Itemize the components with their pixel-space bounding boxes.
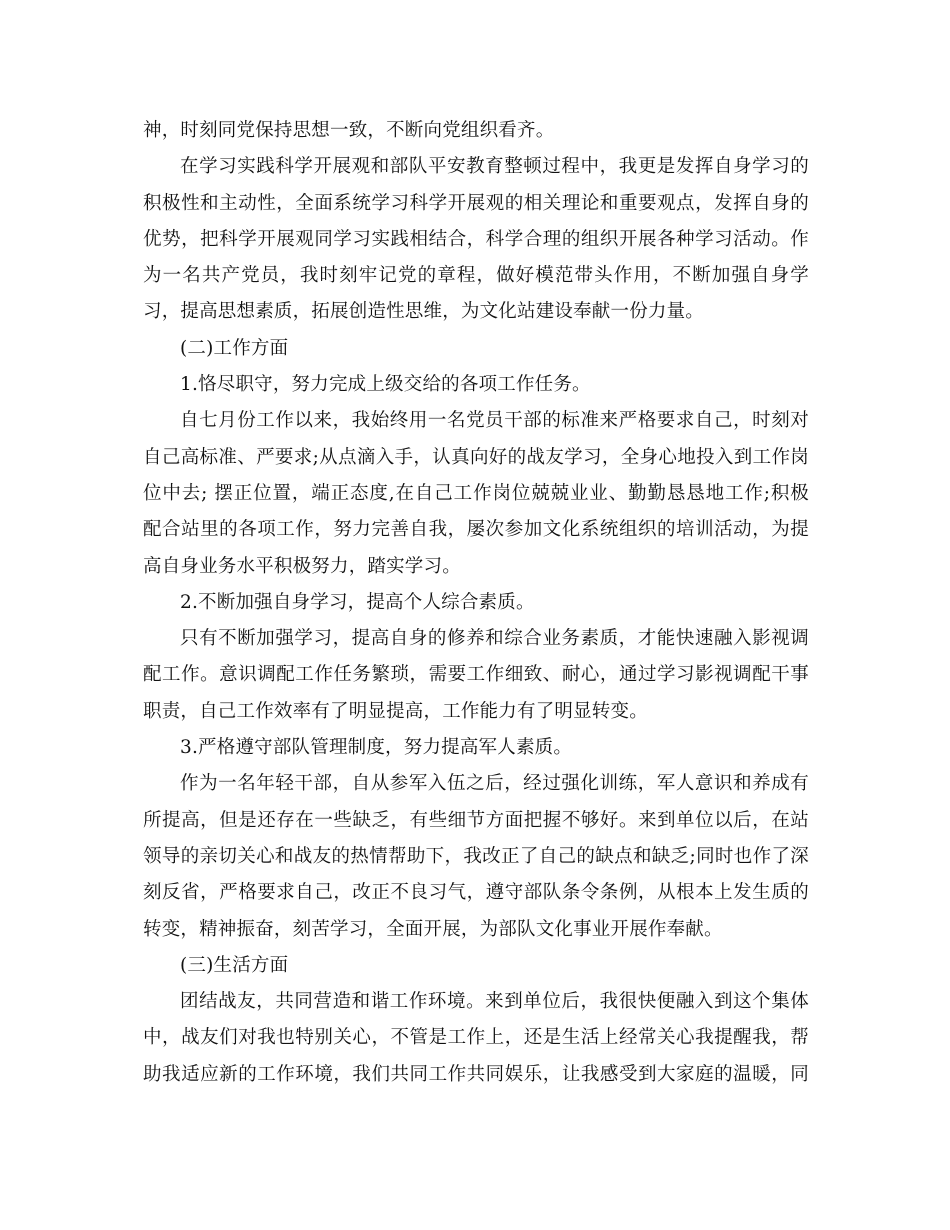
paragraph-first-line: 2.不断加强自身学习，提高个人综合素质。: [180, 591, 535, 613]
paragraph-first-line: (二)工作方面: [180, 337, 289, 359]
paragraph-first-line: 1.恪尽职守，努力完成上级交给的各项工作任务。: [180, 374, 591, 396]
paragraph-line: 转变，精神振奋，刻苦学习，全面开展，为部队文化事业开展作奉献。: [143, 918, 723, 940]
paragraph-line: 所提高，但是还存在一些缺乏，有些细节方面把握不够好。来到单位以后，在站: [143, 809, 809, 831]
paragraph-first-line: 只有不断加强学习，提高自身的修养和综合业务素质，才能快速融入影视调: [180, 628, 809, 650]
paragraph-line: 助我适应新的工作环境，我们共同工作共同娱乐，让我感受到大家庭的温暖，同: [143, 1063, 809, 1085]
paragraph-line: 为一名共产党员，我时刻牢记党的章程，做好模范带头作用，不断加强自身学: [143, 265, 809, 287]
paragraph-line: 优势，把科学开展观同学习实践相结合，科学合理的组织开展各种学习活动。作: [143, 228, 809, 250]
paragraph-line: 配工作。意识调配工作任务繁琐，需要工作细致、耐心，通过学习影视调配干事: [143, 664, 809, 686]
paragraph-line: 中，战友们对我也特别关心，不管是工作上，还是生活上经常关心我提醒我，帮: [143, 1027, 809, 1049]
paragraph-line: 职责，自己工作效率有了明显提高，工作能力有了明显转变。: [143, 700, 648, 722]
paragraph-first-line: 3.严格遵守部队管理制度，努力提高军人素质。: [180, 737, 573, 759]
paragraph-line: 神，时刻同党保持思想一致，不断向党组织看齐。: [143, 120, 555, 141]
paragraph-line: 习，提高思想素质，拓展创造性思维，为文化站建设奉献一份力量。: [143, 301, 705, 323]
paragraph-first-line: 自七月份工作以来，我始终用一名党员干部的标准来严格要求自己，时刻对: [180, 410, 809, 432]
paragraph-line: 自己高标准、严要求;从点滴入手，认真向好的战友学习，全身心地投入到工作岗: [143, 446, 809, 468]
paragraph-first-line: 团结战友，共同营造和谐工作环境。来到单位后，我很快便融入到这个集体: [180, 991, 809, 1013]
document-body: [143, 113, 809, 1093]
paragraph-line: 积极性和主动性，全面系统学习科学开展观的相关理论和重要观点，发挥自身的: [143, 192, 809, 214]
paragraph-first-line: (三)生活方面: [180, 954, 289, 976]
paragraph-first-line: 在学习实践科学开展观和部队平安教育整顿过程中，我更是发挥自身学习的: [180, 156, 809, 178]
paragraph-line: 领导的亲切关心和战友的热情帮助下，我改正了自己的缺点和缺乏;同时也作了深: [143, 845, 809, 867]
paragraph-first-line: 作为一名年轻干部，自从参军入伍之后，经过强化训练，军人意识和养成有: [180, 773, 809, 795]
paragraph-line: 位中去; 摆正位置，端正态度,在自己工作岗位兢兢业业、勤勤恳恳地工作;积极: [143, 482, 809, 504]
paragraph-line: 刻反省，严格要求自己，改正不良习气，遵守部队条令条例，从根本上发生质的: [143, 882, 809, 904]
paragraph-line: 配合站里的各项工作，努力完善自我，屡次参加文化系统组织的培训活动，为提: [143, 519, 809, 541]
paragraph-line: 高自身业务水平积极努力，踏实学习。: [143, 555, 461, 577]
